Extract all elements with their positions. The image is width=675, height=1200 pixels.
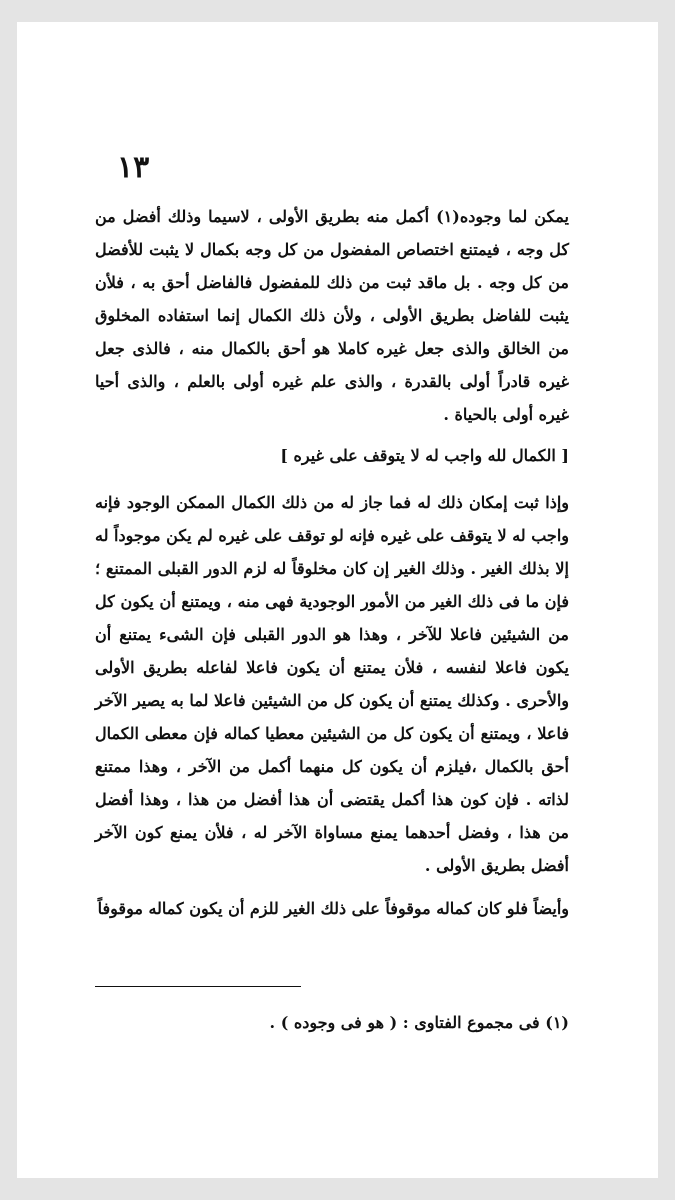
section-heading: [ الكمال لله واجب له لا يتوقف على غيره ] bbox=[280, 446, 569, 465]
footnote: (١) فى مجموع الفتاوى : ( هو فى وجوده ) . bbox=[269, 1013, 569, 1032]
book-page bbox=[17, 22, 658, 1178]
page-number: ١٣ bbox=[117, 150, 150, 185]
footnote-divider bbox=[95, 986, 301, 987]
paragraph-3: وأيضاً فلو كان كماله موقوفاً على ذلك الغير للزم أن يكون كماله موقوفاً bbox=[97, 899, 569, 918]
paragraph-2: وإذا ثبت إمكان ذلك له فما جاز له من ذلك الكمال الممكن الوجود فإنه واجب له لا يتوقف على غيره فإنه لو توقف على غيره لم يكن موجوداً له إلا بذلك الغير . وذلك الغير إن كان مخلوقاً له لزم الدور القبلى الممتنع ؛ فإن ما فى ذلك الغير من الأمور الوجودية فهى منه ، ويمتنع أن يكون كل من الشيئين فاعلا للآخر ، وهذا هو الدور القبلى فإن الشىء يمتنع أن يكون فاعلا لنفسه ، فلأن يمتنع أن يكون فاعلا لفاعله بطريق الأولى والأحرى . وكذلك يمتنع أن يكون كل من الشيئين فاعلا لما به يصير الآخر فاعلا ، ويمتنع أن يكون كل من الشيئين معطيا كماله فإن معطى الكمال أحق بالكمال ،فيلزم أن يكون كل منهما أكمل من الآخر ، وهذا ممتنع لذاته . فإن كون هذا أكمل يقتضى أن هذا أفضل من هذا ، وهذا أفضل من هذا ، وفضل أحدهما يمنع مساواة الآخر له ، فلأن يمنع كون الآخر أفضل بطريق الأولى . bbox=[95, 493, 570, 875]
paragraph-1: يمكن لما وجوده(١) أكمل منه بطريق الأولى ، لاسيما وذلك أفضل من كل وجه ، فيمتنع اختصاص المفضول من كل وجه بكمال لا يثبت للأفضل من كل وجه . بل ماقد ثبت من ذلك للمفضول فالفاضل أحق به ، فلأن يثبت للفاضل بطريق الأولى ، ولأن ذلك الكمال إنما استفاده المخلوق من الخالق والذى جعل غيره كاملا هو أحق بالكمال منه ، فالذى جعل غيره قادراً أولى بالقدرة ، والذى علم غيره أولى بالعلم ، والذى أحيا غيره أولى بالحياة . bbox=[95, 207, 570, 424]
main-text bbox=[95, 200, 569, 925]
